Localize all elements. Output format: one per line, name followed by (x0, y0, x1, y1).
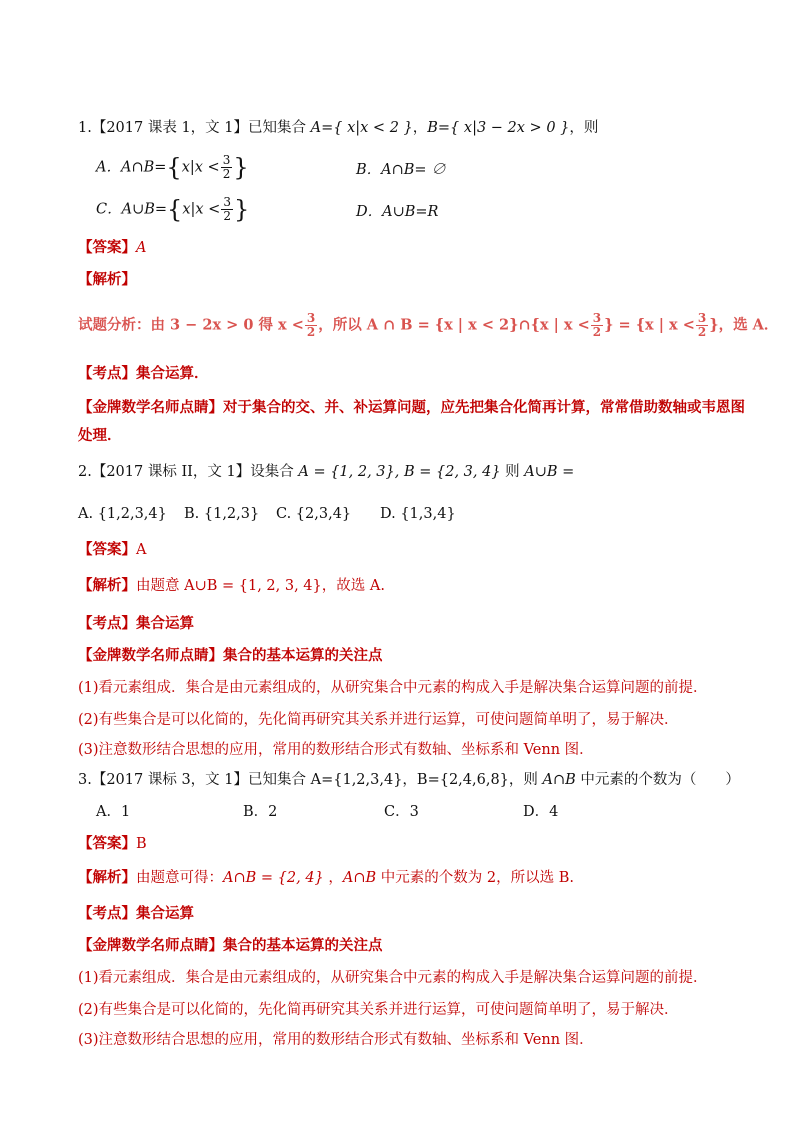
q1-option-c-set: x|x < (182, 201, 221, 218)
q1-analysis-label: 【解析】 (78, 271, 136, 288)
q3-option-a: A．1 (96, 804, 131, 820)
q1-option-c: C．A∪B={x|x < $\frac{3}{2}$ } (96, 195, 250, 224)
q3-option-b: B．2 (243, 804, 278, 820)
q3-kaodian: 【考点】集合运算 (78, 905, 194, 922)
q1-option-a-fraction (221, 154, 233, 181)
q2-option-c: C. {2,3,4} (276, 506, 352, 522)
q2-answer: 【答案】A (78, 541, 147, 558)
q1-kaodian: 【考点】集合运算． (78, 365, 209, 382)
q1-answer (78, 238, 146, 258)
q2-tip: 【金牌数学名师点睛】集合的基本运算的关注点 (78, 647, 383, 664)
q1-stem (78, 118, 598, 138)
q2-option-a: A. {1,2,3,4} (78, 506, 167, 522)
q1-stem-sep: ， (412, 120, 428, 136)
answer-value: A (136, 240, 147, 256)
q1-tip-line1: 【金牌数学名师点睛】对于集合的交、并、补运算问题，应先把集合化简再计算，常常借助数轴或韦恩图 (78, 399, 745, 416)
q1-stem-prefix: 1.【2017 课表 1，文 1】已知集合 (78, 120, 311, 136)
fraction-numerator: 3 (223, 195, 231, 209)
q2-kaodian: 【考点】集合运算 (78, 615, 194, 632)
answer-label: 【答案】 (78, 239, 136, 256)
q2-point-1: (1)看元素组成．集合是由元素组成的，从研究集合中元素的构成入手是解决集合运算问题的前提． (78, 680, 708, 696)
fraction-denominator: 2 (223, 209, 231, 223)
q1-tip-line2: 处理． (78, 427, 122, 444)
q1-option-a: A．A∩B={x|x < $\frac{3}{2}$ } (96, 153, 249, 182)
q1-stem-set-a: A={ x|x < 2 } (310, 120, 413, 136)
q3-answer: 【答案】B (78, 835, 147, 852)
q2-point-3: (3)注意数形结合思想的应用，常用的数形结合形式有数轴、坐标系和 Venn 图． (78, 742, 594, 758)
q2-option-d: D. {1,3,4} (380, 506, 456, 522)
q1-option-d: D．A∪B=R (356, 204, 439, 220)
q3-stem: 3.【2017 课标 3，文 1】已知集合 A={1,2,3,4}，B={2,4,6,8}，则 A∩B 中元素的个数为（ ） (78, 772, 740, 788)
q2-option-b: B. {1,2,3} (184, 506, 260, 522)
q1-stem-set-b: B={ x|3 − 2x > 0 } (427, 120, 570, 136)
q3-point-2: (2)有些集合是可以化简的，先化简再研究其关系并进行运算，可使问题简单明了，易于解决． (78, 1002, 679, 1018)
q3-option-c: C．3 (384, 804, 419, 820)
fraction-denominator: 2 (222, 167, 231, 181)
q2-point-2: (2)有些集合是可以化简的，先化简再研究其关系并进行运算，可使问题简单明了，易于解决． (78, 712, 679, 728)
q1-option-c-prefix: C．A∪B= (96, 201, 168, 218)
q1-option-c-fraction (221, 196, 233, 223)
q1-analysis-text: 试题分析：由 3 − 2x > 0 得 x < $\frac{3}{2}$ ，所以 A ∩ B = {x | x < 2}∩{x | x < $\frac{3}{2}$ } = {x | x < $\frac{3}{2}$ }，选 A． (78, 311, 779, 339)
q2-analysis: 【解析】由题意 A∪B = {1, 2, 3, 4}，故选 A. (78, 577, 385, 594)
q3-point-3: (3)注意数形结合思想的应用，常用的数形结合形式有数轴、坐标系和 Venn 图． (78, 1032, 594, 1048)
q1-stem-suffix: ，则 (569, 120, 599, 136)
q1-option-a-prefix: A．A∩B= (96, 159, 167, 176)
q3-tip: 【金牌数学名师点睛】集合的基本运算的关注点 (78, 937, 383, 954)
q3-option-d: D．4 (523, 804, 559, 820)
q2-stem: 2.【2017 课标 II，文 1】设集合 A = {1, 2, 3}, B = {2, 3, 4} 则 A∪B = (78, 464, 575, 480)
q1-option-b: B．A∩B= ∅ (356, 162, 446, 178)
q3-point-1: (1)看元素组成．集合是由元素组成的，从研究集合中元素的构成入手是解决集合运算问题的前提． (78, 970, 708, 986)
q3-analysis: 【解析】由题意可得：A∩B = {2, 4} ，A∩B 中元素的个数为 2，所以选 B. (78, 869, 574, 886)
q1-option-a-set: x|x < (181, 159, 220, 176)
fraction-numerator: 3 (222, 153, 231, 167)
